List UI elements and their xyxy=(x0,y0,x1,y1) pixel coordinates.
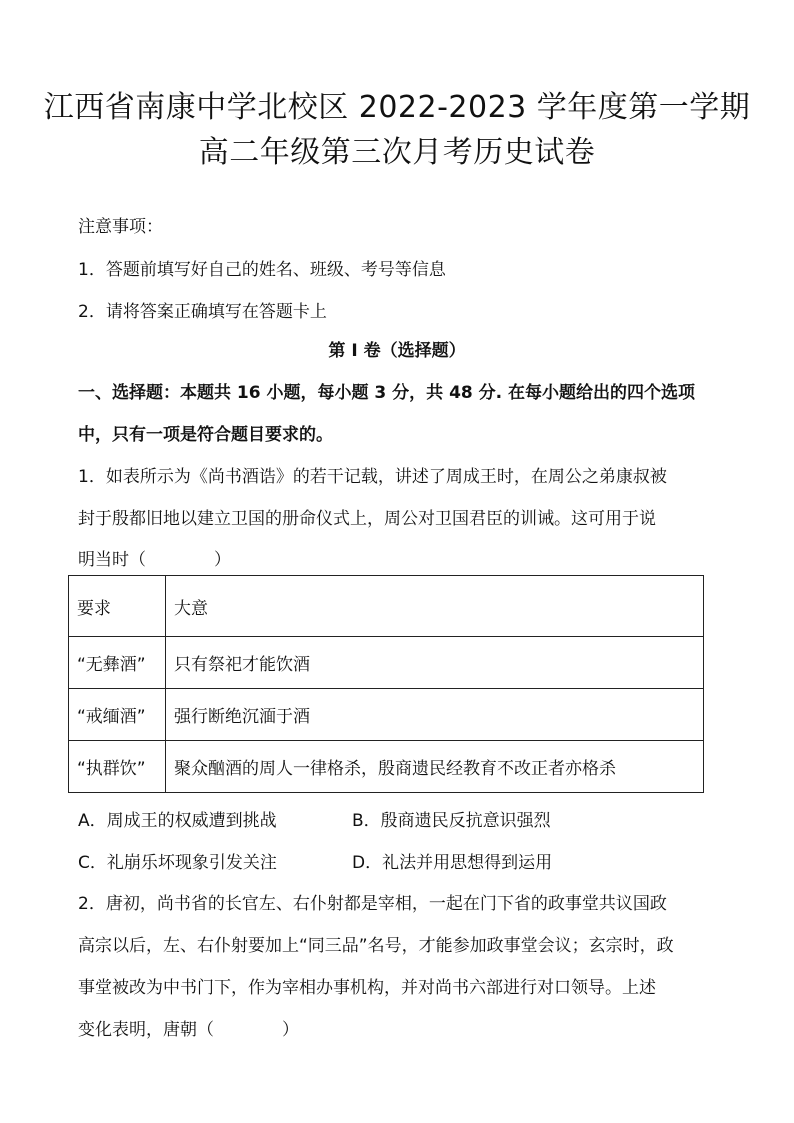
question-2-text: 变化表明，唐朝（ ） xyxy=(78,1020,299,1040)
exam-title-line2: 高二年级第三次月考历史试卷 xyxy=(198,135,596,170)
question-1-text: 明当时（ ） xyxy=(78,550,231,570)
section-title: 第 I 卷（选择题） xyxy=(328,341,466,361)
table-cell: 聚众酗酒的周人一律格杀，殷商遗民经教育不改正者亦格杀 xyxy=(166,741,704,793)
notice-item: 1．答题前填写好自己的姓名、班级、考号等信息 xyxy=(78,260,446,280)
question-2-text: 事堂被改为中书门下，作为宰相办事机构，并对尚书六部进行对口领导。上述 xyxy=(78,978,656,998)
table-cell: 只有祭祀才能饮酒 xyxy=(166,637,704,689)
table-cell: “戒缅酒” xyxy=(69,689,166,741)
table-cell: 强行断绝沉湎于酒 xyxy=(166,689,704,741)
table-header-cell: 要求 xyxy=(69,576,166,637)
question-1-text: 封于殷都旧地以建立卫国的册命仪式上，周公对卫国君臣的训诫。这可用于说 xyxy=(78,509,656,529)
table-header-cell: 大意 xyxy=(166,576,704,637)
table-row xyxy=(69,741,704,793)
option-d: D．礼法并用思想得到运用 xyxy=(352,853,553,873)
table-cell: “无彝酒” xyxy=(69,637,166,689)
table-row xyxy=(69,689,704,741)
option-c: C．礼崩乐坏现象引发关注 xyxy=(78,853,277,873)
exam-title-line1: 江西省南康中学北校区 2022-2023 学年度第一学期 xyxy=(43,90,751,125)
table-cell: “执群饮” xyxy=(69,741,166,793)
section-instruction: 一、选择题：本题共 16 小题，每小题 3 分，共 48 分. 在每小题给出的四个选项 xyxy=(78,383,696,403)
question-1-text: 1．如表所示为《尚书酒诰》的若干记载，讲述了周成王时，在周公之弟康叔被 xyxy=(78,467,667,487)
section-instruction: 中，只有一项是符合题目要求的。 xyxy=(78,425,333,445)
table-header-row xyxy=(69,576,704,637)
table-row xyxy=(69,637,704,689)
question-1-table xyxy=(68,575,704,793)
question-2-text: 2．唐初，尚书省的长官左、右仆射都是宰相，一起在门下省的政事堂共议国政 xyxy=(78,894,667,914)
question-2-text: 高宗以后，左、右仆射要加上“同三品”名号，才能参加政事堂会议；玄宗时，政 xyxy=(78,936,674,956)
notice-item: 2．请将答案正确填写在答题卡上 xyxy=(78,302,327,322)
option-a: A．周成王的权威遭到挑战 xyxy=(78,811,277,831)
option-b: B．殷商遗民反抗意识强烈 xyxy=(352,811,551,831)
notice-heading: 注意事项： xyxy=(78,217,163,237)
